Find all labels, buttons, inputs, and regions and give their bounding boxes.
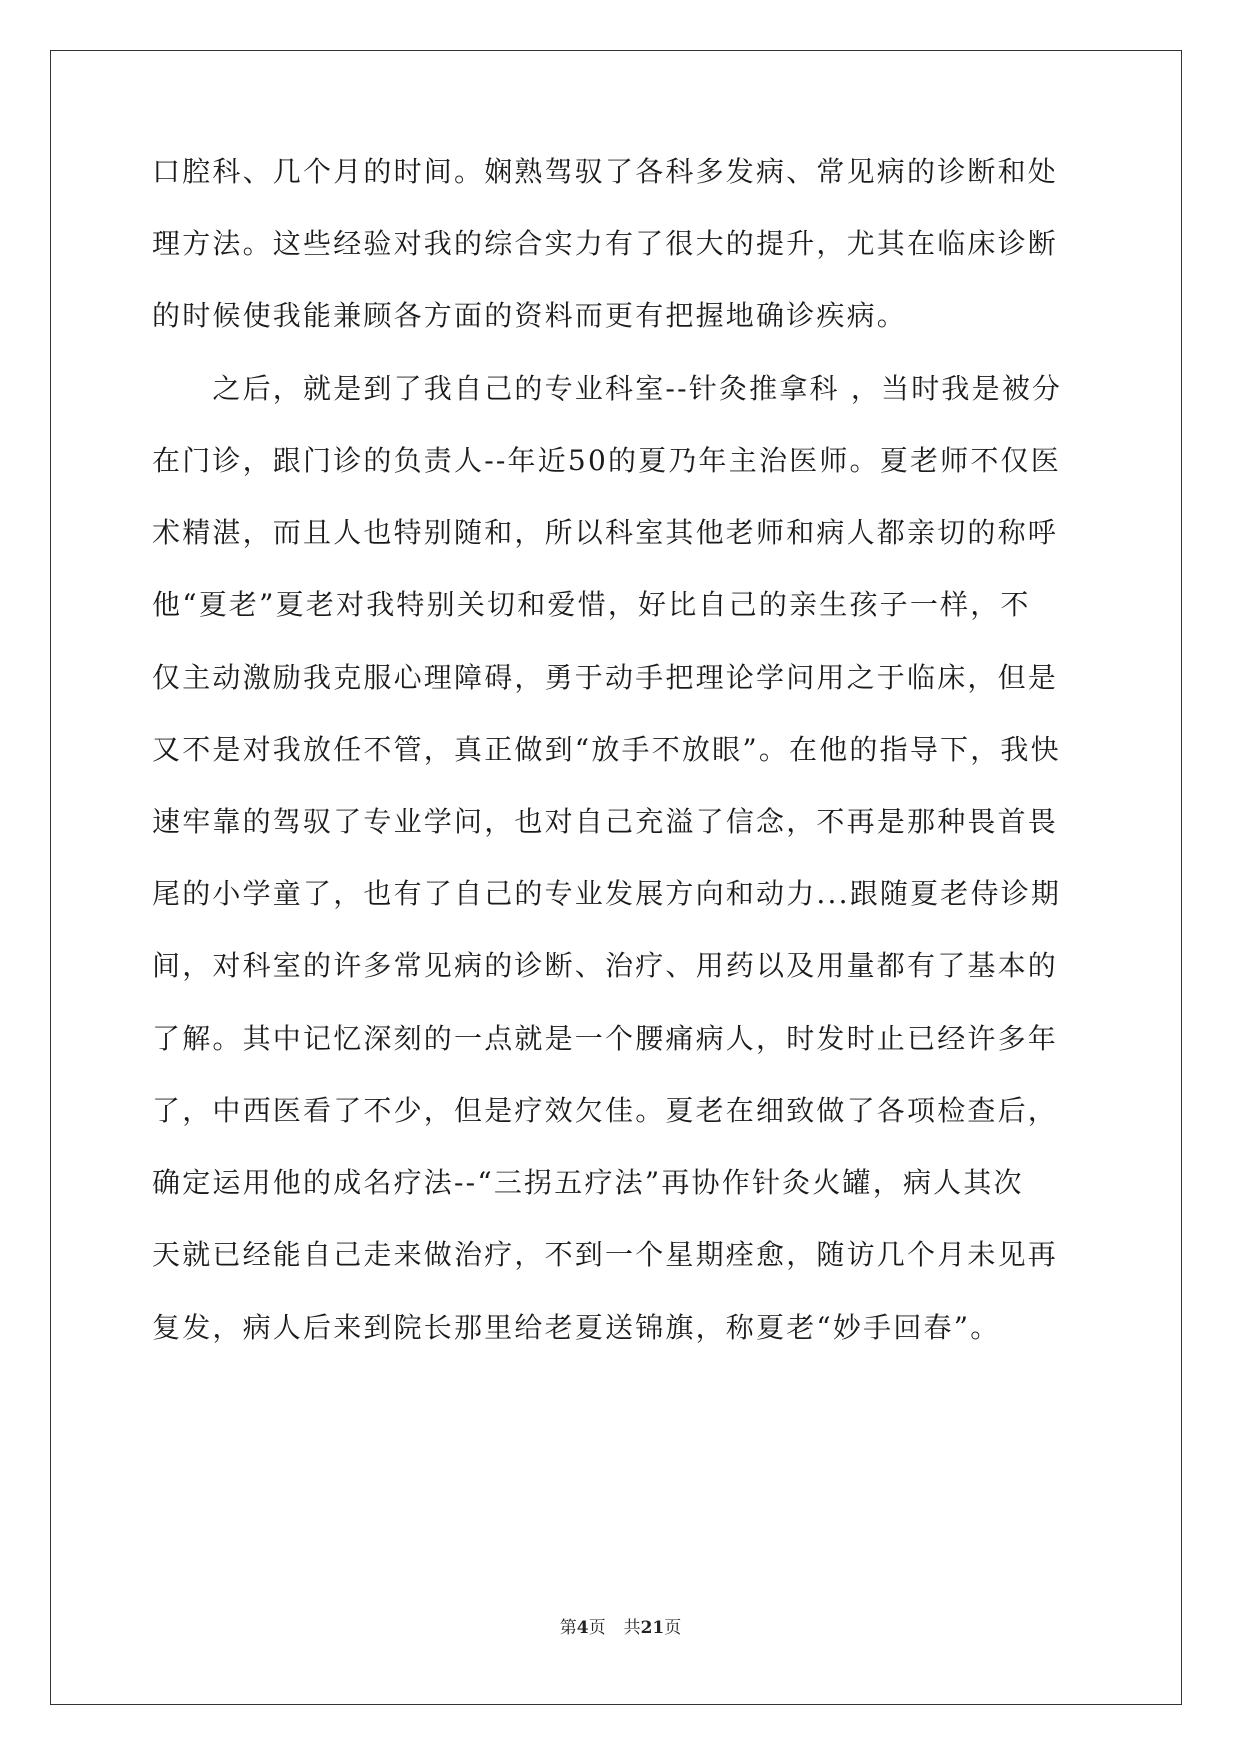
text-line-6: 术精湛，而且人也特别随和，所以科室其他老师和病人都亲切的称呼 [152, 516, 1059, 549]
text-line-11: 尾的小学童了，也有了自己的专业发展方向和动力...跟随夏老侍诊期 [152, 877, 1062, 910]
text-line-7: 他“夏老”夏老对我特别关切和爱惜，好比自己的亲生孩子一样，不 [152, 588, 1031, 621]
page-unit: 页 [588, 1618, 606, 1638]
total-page-count: 21 [640, 1618, 665, 1638]
total-prefix: 共 [623, 1618, 641, 1638]
text-line-9: 又不是对我放任不管，真正做到“放手不放眼”。在他的指导下，我快 [152, 733, 1061, 766]
text-line-14: 了，中西医看了不少，但是疗效欠佳。夏老在细致做了各项检查后， [152, 1094, 1059, 1127]
text-line-10: 速牢靠的驾驭了专业学问，也对自己充溢了信念，不再是那种畏首畏 [152, 805, 1059, 838]
text-line-2: 理方法。这些经验对我的综合实力有了很大的提升，尤其在临床诊断 [152, 227, 1059, 260]
total-unit: 页 [664, 1618, 682, 1638]
text-line-4: 之后，就是到了我自己的专业科室--针灸推拿科 ，当时我是被分 [152, 372, 1063, 405]
page-prefix: 第 [559, 1618, 577, 1638]
text-line-16: 天就已经能自己走来做治疗，不到一个星期痊愈，随访几个月未见再 [152, 1238, 1059, 1271]
page-number-footer [0, 1618, 1241, 1638]
text-line-17: 复发，病人后来到院长那里给老夏送锦旗，称夏老“妙手回春”。 [152, 1311, 1001, 1344]
text-line-3: 的时候使我能兼顾各方面的资料而更有把握地确诊疾病。 [152, 299, 908, 332]
text-line-8: 仅主动激励我克服心理障碍，勇于动手把理论学问用之于临床，但是 [152, 661, 1059, 694]
text-line-12: 间，对科室的许多常见病的诊断、治疗、用药以及用量都有了基本的 [152, 949, 1059, 982]
text-line-13: 了解。其中记忆深刻的一点就是一个腰痛病人，时发时止已经许多年 [152, 1022, 1059, 1055]
text-line-1: 口腔科、几个月的时间。娴熟驾驭了各科多发病、常见病的诊断和处 [152, 155, 1059, 188]
current-page-number: 4 [576, 1618, 589, 1638]
text-line-15: 确定运用他的成名疗法--“三拐五疗法”再协作针灸火罐，病人其次 [152, 1166, 1024, 1199]
text-line-5: 在门诊，跟门诊的负责人--年近50的夏乃年主治医师。夏老师不仅医 [152, 444, 1061, 477]
